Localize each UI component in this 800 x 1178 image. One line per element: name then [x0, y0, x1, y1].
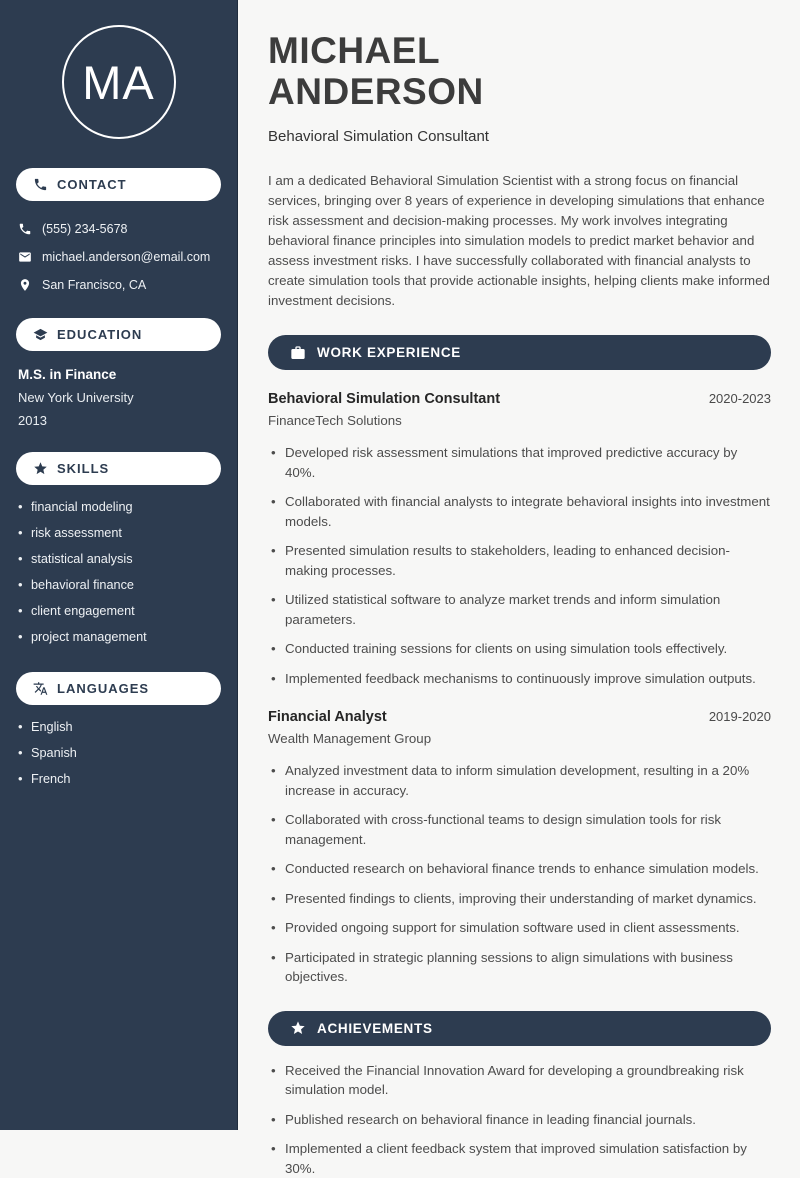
education-section-header	[16, 318, 221, 351]
job-bullet-list	[268, 761, 771, 987]
sidebar	[0, 0, 238, 1130]
language-item: • Spanish	[0, 740, 237, 766]
achievement-bullet: • Received the Financial Innovation Award for developing a groundbreaking risk simulation model.	[268, 1061, 771, 1100]
skill-item: • statistical analysis	[0, 546, 237, 572]
contact-phone	[0, 215, 237, 243]
skill-item: • behavioral finance	[0, 572, 237, 598]
languages-section-label: LANGUAGES	[57, 681, 149, 696]
language-item: • English	[0, 714, 237, 740]
email-icon	[18, 250, 32, 264]
job-bullet: • Presented simulation results to stakeholders, leading to enhanced decision-making processes.	[268, 541, 771, 580]
work-experience-section-label: WORK EXPERIENCE	[317, 345, 461, 360]
skills-list	[0, 494, 237, 650]
job-title: Financial Analyst	[268, 709, 387, 725]
job-bullet-list	[268, 443, 771, 688]
education-degree: M.S. in Finance	[18, 367, 219, 382]
phone-icon	[33, 177, 48, 192]
job-bullet: • Analyzed investment data to inform simulation development, resulting in a 20% increase in accuracy.	[268, 761, 771, 800]
main-content	[238, 0, 800, 1130]
job-header	[268, 391, 771, 407]
briefcase-icon	[290, 345, 306, 361]
job-bullet: • Collaborated with cross-functional teams to design simulation tools for risk management.	[268, 810, 771, 849]
contact-email	[0, 243, 237, 271]
skill-item: • risk assessment	[0, 520, 237, 546]
achievements-list	[268, 1061, 771, 1178]
education-year: 2013	[18, 413, 219, 428]
headline-job-title: Behavioral Simulation Consultant	[268, 128, 771, 145]
job-dates: 2020-2023	[709, 391, 771, 406]
languages-list	[0, 714, 237, 792]
skill-item: • project management	[0, 624, 237, 650]
job-bullet: • Participated in strategic planning sessions to align simulations with business objectives.	[268, 948, 771, 987]
job-title: Behavioral Simulation Consultant	[268, 391, 500, 407]
star-icon	[290, 1020, 306, 1036]
education-entry	[0, 351, 237, 428]
avatar	[62, 25, 176, 139]
job-entry	[268, 391, 771, 688]
skills-section-header	[16, 452, 221, 485]
contact-list	[0, 215, 237, 299]
job-bullet: • Utilized statistical software to analyze market trends and inform simulation parameters.	[268, 590, 771, 629]
contact-location-text: San Francisco, CA	[42, 278, 146, 292]
achievement-bullet: • Implemented a client feedback system that improved simulation satisfaction by 30%.	[268, 1139, 771, 1178]
achievement-bullet: • Published research on behavioral finance in leading financial journals.	[268, 1110, 771, 1130]
contact-section-label: CONTACT	[57, 177, 127, 192]
education-section-label: EDUCATION	[57, 327, 142, 342]
job-bullet: • Conducted research on behavioral finance trends to enhance simulation models.	[268, 859, 771, 879]
work-experience-section-header	[268, 335, 771, 370]
skill-item: • financial modeling	[0, 494, 237, 520]
job-bullet: • Collaborated with financial analysts to integrate behavioral insights into investment models.	[268, 492, 771, 531]
last-name: ANDERSON	[268, 71, 484, 112]
first-name: MICHAEL	[268, 30, 440, 71]
contact-email-text: michael.anderson@email.com	[42, 250, 210, 264]
location-icon	[18, 278, 32, 292]
job-bullet: • Conducted training sessions for clients on using simulation tools effectively.	[268, 639, 771, 659]
job-bullet: • Presented findings to clients, improving their understanding of market dynamics.	[268, 889, 771, 909]
page-title	[268, 30, 771, 112]
avatar-initials: MA	[82, 55, 155, 110]
job-bullet: • Provided ongoing support for simulation software used in client assessments.	[268, 918, 771, 938]
professional-summary: I am a dedicated Behavioral Simulation Scientist with a strong focus on financial services, bringing over 8 years of experience in developing simulations that enhance risk assessment and decision-making processes. My work involves integrating behavioral finance principles into simulation models to predict market behavior and assess investment risks. I have successfully collaborated with financial analysts to create simulation tools that provide actionable insights, helping clients make informed investment decisions.	[268, 171, 771, 311]
contact-section-header	[16, 168, 221, 201]
graduation-cap-icon	[33, 327, 48, 342]
contact-phone-text: (555) 234-5678	[42, 222, 127, 236]
skills-section-label: SKILLS	[57, 461, 109, 476]
languages-section-header	[16, 672, 221, 705]
job-bullet: • Developed risk assessment simulations that improved predictive accuracy by 40%.	[268, 443, 771, 482]
education-school: New York University	[18, 390, 219, 405]
job-header	[268, 709, 771, 725]
job-entry	[268, 709, 771, 987]
job-company: Wealth Management Group	[268, 731, 771, 746]
job-company: FinanceTech Solutions	[268, 413, 771, 428]
language-item: • French	[0, 766, 237, 792]
star-icon	[33, 461, 48, 476]
phone-icon	[18, 222, 32, 236]
skill-item: • client engagement	[0, 598, 237, 624]
job-dates: 2019-2020	[709, 709, 771, 724]
contact-location	[0, 271, 237, 299]
translate-icon	[33, 681, 48, 696]
achievements-section-label: ACHIEVEMENTS	[317, 1021, 433, 1036]
job-bullet: • Implemented feedback mechanisms to continuously improve simulation outputs.	[268, 669, 771, 689]
achievements-section-header	[268, 1011, 771, 1046]
